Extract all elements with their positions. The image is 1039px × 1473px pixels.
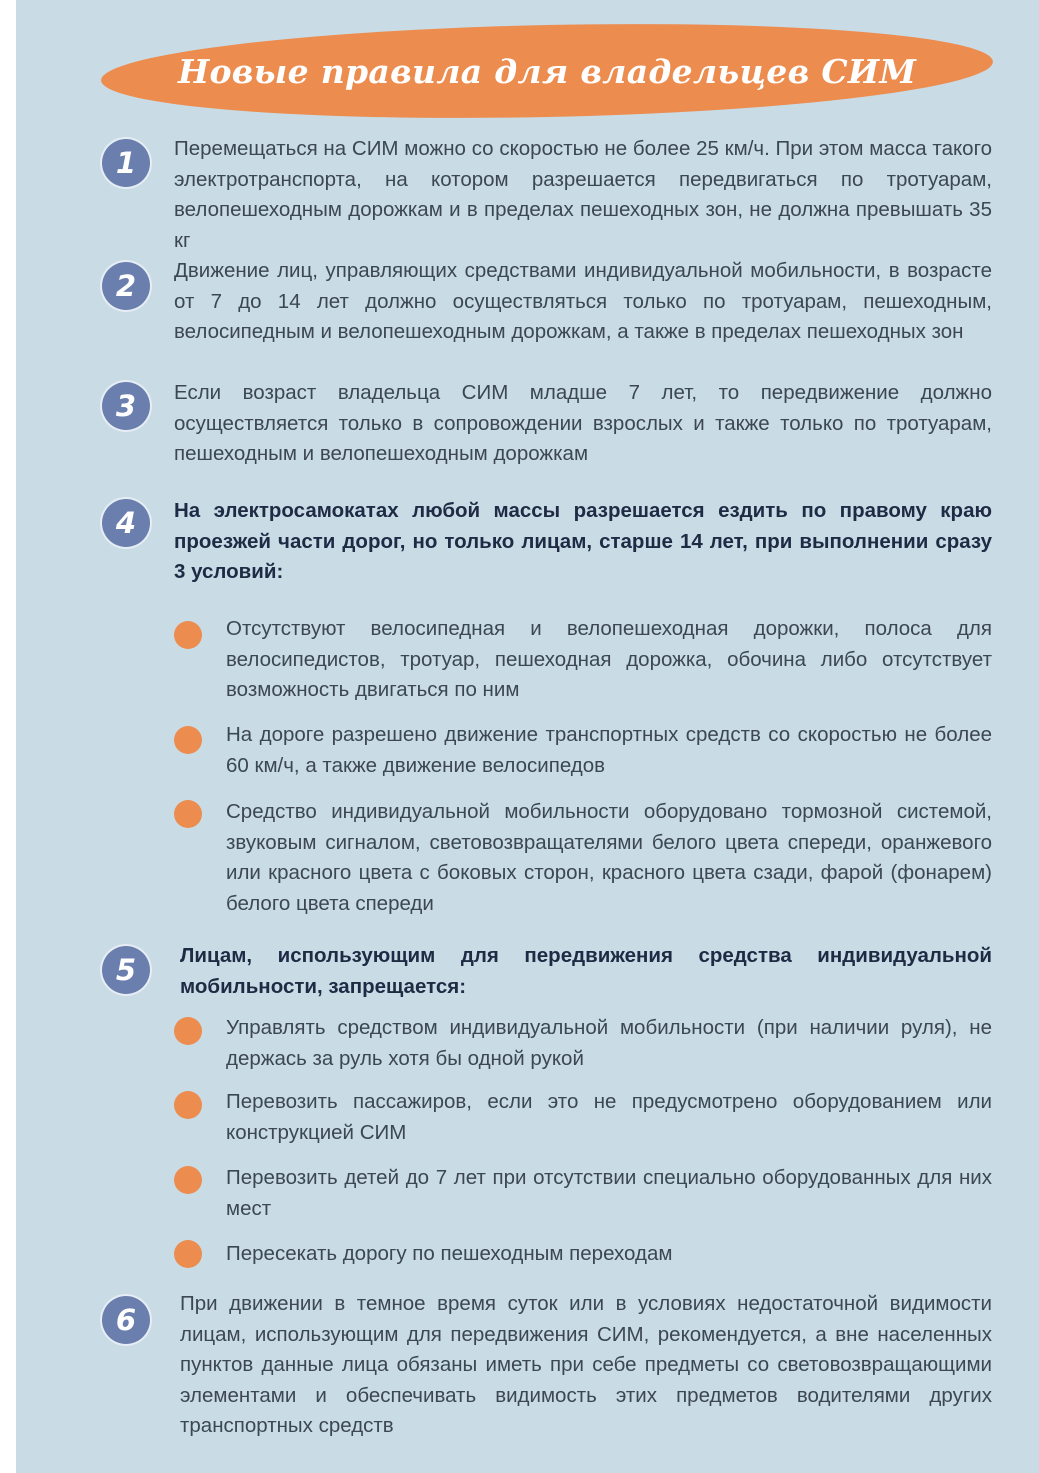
rule-1-text: Перемещаться на СИМ можно со скоростью не более 25 км/ч. При этом масса такого электротранспорта, на котором разрешается передвигаться по тротуарам, велопешеходным дорожкам и в пределах пешеходных зон, не должна превышать 35 кг xyxy=(174,137,992,252)
bullet-dot-icon xyxy=(174,1017,202,1045)
bullet-dot-icon xyxy=(174,621,202,649)
bullet-dot-icon xyxy=(174,1091,202,1119)
rule-4-condition: На дороге разрешено движение транспортных средств со скоростью не более 60 км/ч, а также движение велосипедов xyxy=(226,723,992,777)
bullet-dot-icon xyxy=(174,726,202,754)
rule-number-badge: 5 xyxy=(102,946,150,994)
bullet-dot-icon xyxy=(174,1240,202,1268)
rule-4-condition: Средство индивидуальной мобильности оборудовано тормозной системой, звуковым сигналом, световозвращателями белого цвета спереди, оранжевого или красного цвета с боковых сторон, красного цвета сзади, фарой (фонарем) белого цвета спереди xyxy=(226,800,992,915)
poster xyxy=(16,0,1039,1473)
rule-5-prohibition: Управлять средством индивидуальной мобильности (при наличии руля), не держась за руль хотя бы одной рукой xyxy=(226,1016,992,1070)
rule-4-heading: На электросамокатах любой массы разрешается ездить по правому краю проезжей части дорог, но только лицам, старше 14 лет, при выполнении сразу 3 условий: xyxy=(174,499,992,583)
bullet-dot-icon xyxy=(174,800,202,828)
rule-2-text: Движение лиц, управляющих средствами индивидуальной мобильности, в возрасте от 7 до 14 лет должно осуществляться только по тротуарам, пешеходным, велосипедным и велопешеходным дорожкам, а также в пределах пешеходных зон xyxy=(174,259,992,343)
title-banner xyxy=(100,16,994,127)
page-title: Новые правила для владельцев СИМ xyxy=(177,51,917,91)
bullet-dot-icon xyxy=(174,1166,202,1194)
rule-5-prohibition: Перевозить детей до 7 лет при отсутствии специально оборудованных для них мест xyxy=(226,1166,992,1220)
rule-6-text: При движении в темное время суток или в условиях недостаточной видимости лицам, использующим для передвижения СИМ, рекомендуется, а вне населенных пунктов данные лица обязаны иметь при себе предметы со световозвращающими элементами и обеспечивать видимость этих предметов водителями других транспортных средств xyxy=(180,1292,992,1437)
rule-number-badge: 4 xyxy=(102,499,150,547)
rule-number-badge: 3 xyxy=(102,382,150,430)
rule-5-prohibition: Пересекать дорогу по пешеходным переходам xyxy=(226,1242,673,1265)
rule-number-badge: 2 xyxy=(102,262,150,310)
rule-number-badge: 6 xyxy=(102,1296,150,1344)
rule-number-badge: 1 xyxy=(102,139,150,187)
rule-5-heading: Лицам, использующим для передвижения средства индивидуальной мобильности, запрещается: xyxy=(180,944,992,998)
rule-3-text: Если возраст владельца СИМ младше 7 лет, то передвижение должно осуществляется только в сопровождении взрослых и также только по тротуарам, пешеходным и велопешеходным дорожкам xyxy=(174,381,992,465)
rule-5-prohibition: Перевозить пассажиров, если это не предусмотрено оборудованием или конструкцией СИМ xyxy=(226,1090,992,1144)
rule-4-condition: Отсутствуют велосипедная и велопешеходная дорожки, полоса для велосипедистов, тротуар, пешеходная дорожка, обочина либо отсутствует возможность двигаться по ним xyxy=(226,617,992,701)
